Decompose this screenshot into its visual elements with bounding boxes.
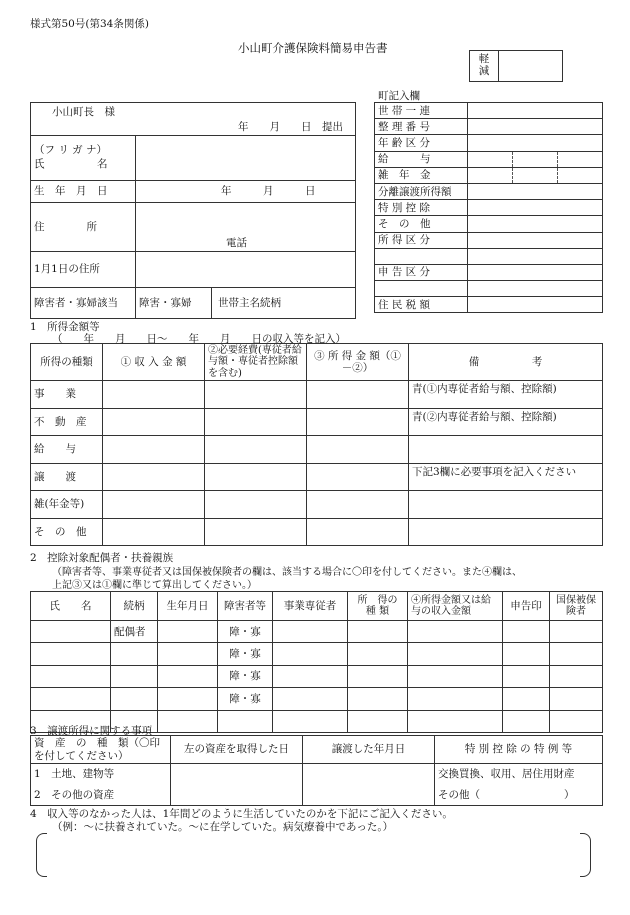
- town-row-label: 年 齢 区 分: [375, 135, 468, 151]
- town-row-field[interactable]: [513, 151, 558, 167]
- town-row-label: 整 理 番 号: [375, 119, 468, 135]
- address-field[interactable]: [136, 203, 356, 252]
- dep-income-amount-field[interactable]: [408, 688, 503, 710]
- dep-relation-field[interactable]: [111, 688, 158, 710]
- income-revenue-field[interactable]: [103, 463, 205, 491]
- town-row-field[interactable]: [468, 248, 603, 264]
- dep-seal-field[interactable]: [503, 643, 550, 665]
- section3-title: 3 譲渡所得に関する事項: [30, 725, 153, 737]
- dep-header-income-type: 所 得の 種 類: [348, 592, 408, 621]
- section4-example: （例：～に扶養されていた。～に在学していた。病気療養中であった。）: [52, 821, 394, 833]
- dep-insured-field[interactable]: [550, 688, 603, 710]
- address-label: 住 所: [31, 203, 136, 252]
- dep-insured-field[interactable]: [550, 621, 603, 643]
- dep-birth-field[interactable]: [158, 688, 218, 710]
- income-note: [409, 491, 603, 519]
- town-row-field[interactable]: [468, 135, 603, 151]
- living-situation-field[interactable]: [50, 835, 576, 873]
- income-expenses-field[interactable]: [205, 408, 307, 436]
- income-amount-field[interactable]: [307, 408, 409, 436]
- dep-relation-field[interactable]: 配偶者: [111, 621, 158, 643]
- dep-name-field[interactable]: [31, 621, 111, 643]
- town-row-field[interactable]: [468, 167, 513, 183]
- disabled-widow-label: 障害者・寡婦該当: [31, 288, 136, 319]
- town-row-field[interactable]: [468, 232, 603, 248]
- income-type-label: 雑(年金等): [31, 491, 103, 519]
- kei-gen-box: [469, 50, 563, 82]
- dep-employee-field[interactable]: [273, 665, 348, 687]
- transfer-header-transferred: 譲渡した年月日: [303, 736, 435, 764]
- section1-title: 1 所得金額等: [30, 321, 100, 333]
- dependents-table: [30, 591, 603, 733]
- section2-note2: 上記③又は①欄に準じて算出してください。）: [52, 580, 257, 591]
- income-header-expenses: ②必要経費(専従者給与額・専従者控除額を含む): [205, 344, 307, 381]
- jan1-address-label: 1月1日の住所: [31, 252, 136, 288]
- transfer-asset-2[interactable]: 2 その他の資産: [31, 785, 171, 806]
- dep-seal-field[interactable]: [503, 688, 550, 710]
- dep-disability-field[interactable]: 障・寡: [218, 688, 273, 710]
- income-header-income: ③ 所 得 金 額（①－②）: [307, 344, 409, 381]
- town-row-label: 世 帯 一 連: [375, 103, 468, 119]
- householder-label: 世帯主名続柄: [218, 297, 281, 309]
- income-revenue-field[interactable]: [103, 381, 205, 409]
- income-expenses-field[interactable]: [205, 463, 307, 491]
- phone-label: 電話: [226, 236, 247, 249]
- town-row-field[interactable]: [468, 103, 603, 119]
- town-row-field[interactable]: [468, 264, 603, 280]
- addressee-cell: [31, 103, 356, 136]
- disabled-widow-value[interactable]: 障害・寡婦: [136, 288, 212, 318]
- transfer-header-acquired: 左の資産を取得した日: [171, 736, 303, 764]
- dep-header-seal: 申告印: [503, 592, 550, 621]
- town-row-label: 申 告 区 分: [375, 264, 468, 280]
- furigana-label: （フ リ ガ ナ）: [34, 144, 108, 157]
- dep-income-amount-field[interactable]: [408, 621, 503, 643]
- dep-income-type-field[interactable]: [348, 621, 408, 643]
- dep-disability-field[interactable]: [218, 710, 273, 732]
- dep-disability-field[interactable]: 障・寡: [218, 665, 273, 687]
- income-amount-field[interactable]: [307, 491, 409, 519]
- dep-employee-field[interactable]: [273, 643, 348, 665]
- town-row-label: 分離譲渡所得額: [375, 183, 468, 199]
- income-type-label: そ の 他: [31, 518, 103, 546]
- income-note: 下記3欄に必要事項を記入ください: [409, 463, 603, 491]
- town-row-label: 所 得 区 分: [375, 232, 468, 248]
- town-row-field[interactable]: [513, 167, 558, 183]
- income-expenses-field[interactable]: [205, 381, 307, 409]
- section2-title: 2 控除対象配偶者・扶養親族: [30, 552, 174, 564]
- dep-income-type-field[interactable]: [348, 643, 408, 665]
- town-row-label: 給 与: [375, 151, 468, 167]
- dep-insured-field[interactable]: [550, 643, 603, 665]
- dep-name-field[interactable]: [31, 643, 111, 665]
- transfer-asset-1[interactable]: 1 土地、建物等: [31, 764, 171, 785]
- section2-note1: （障害者等、事業専従者又は国保被保険者の欄は、該当する場合に〇印を付してください。また④欄は、: [52, 567, 522, 578]
- dep-header-income-amount: ④所得金額又は給与の収入金額: [408, 592, 503, 621]
- section4-title: 4 収入等のなかった人は、1年間どのように生活していたのかを下記にご記入ください。: [30, 808, 453, 820]
- name-field[interactable]: [136, 136, 356, 181]
- dep-income-amount-field[interactable]: [408, 710, 503, 732]
- income-header-type: 所得の種類: [31, 344, 103, 381]
- page-title: 小山町介護保険料簡易申告書: [238, 41, 388, 55]
- dep-header-employee: 事業専従者: [273, 592, 348, 621]
- income-type-label: 譲 渡: [31, 463, 103, 491]
- income-note: [409, 436, 603, 464]
- dep-header-relation: 続柄: [111, 592, 158, 621]
- jan1-address-field[interactable]: [136, 252, 356, 288]
- transfer-table: [30, 735, 603, 806]
- dep-header-disability: 障害者等: [218, 592, 273, 621]
- dep-income-amount-field[interactable]: [408, 643, 503, 665]
- income-type-label: 不 動 産: [31, 408, 103, 436]
- kei-gen-label: 軽 減: [470, 51, 499, 82]
- income-header-notes: 備 考: [409, 344, 603, 381]
- town-row-label: そ の 他: [375, 216, 468, 232]
- applicant-table: [30, 102, 356, 319]
- income-expenses-field[interactable]: [205, 491, 307, 519]
- dep-name-field[interactable]: [31, 688, 111, 710]
- income-type-label: 事 業: [31, 381, 103, 409]
- dep-insured-field[interactable]: [550, 710, 603, 732]
- dep-employee-field[interactable]: [273, 710, 348, 732]
- dep-relation-field[interactable]: [111, 665, 158, 687]
- form-number: 様式第50号(第34条関係): [30, 18, 149, 30]
- town-row-field[interactable]: [468, 151, 513, 167]
- income-note: 青(①内専従者給与額、控除額): [409, 381, 603, 409]
- town-row-label: [375, 281, 468, 297]
- bracket-right: [580, 833, 591, 877]
- birth-label: 生 年 月 日: [31, 181, 136, 203]
- dep-employee-field[interactable]: [273, 688, 348, 710]
- income-note: [409, 518, 603, 546]
- transfer-special-1[interactable]: 交換買換、収用、居住用財産: [435, 764, 603, 785]
- dep-insured-field[interactable]: [550, 665, 603, 687]
- income-note: 青(②内専従者給与額、控除額): [409, 408, 603, 436]
- dep-seal-field[interactable]: [503, 710, 550, 732]
- transfer-acquired-field[interactable]: [171, 764, 303, 806]
- town-row-label: 雑 年 金: [375, 167, 468, 183]
- bracket-left: [36, 833, 47, 877]
- income-revenue-field[interactable]: [103, 408, 205, 436]
- income-type-label: 給 与: [31, 436, 103, 464]
- income-revenue-field[interactable]: [103, 436, 205, 464]
- dep-header-name: 氏 名: [31, 592, 111, 621]
- town-row-field[interactable]: [468, 183, 603, 199]
- town-row-field[interactable]: [468, 281, 603, 297]
- town-row-label: [375, 248, 468, 264]
- income-table: [30, 343, 603, 546]
- income-amount-field[interactable]: [307, 518, 409, 546]
- name-label-cell: [31, 136, 136, 181]
- kei-gen-field[interactable]: [499, 51, 563, 82]
- dep-disability-field[interactable]: 障・寡: [218, 621, 273, 643]
- town-row-field[interactable]: [468, 119, 603, 135]
- income-expenses-field[interactable]: [205, 436, 307, 464]
- income-revenue-field[interactable]: [103, 518, 205, 546]
- transfer-special-2[interactable]: その他（ ）: [435, 785, 603, 806]
- dep-birth-field[interactable]: [158, 643, 218, 665]
- town-entry-table: [374, 102, 603, 313]
- disabled-widow-cell: [136, 288, 356, 319]
- dep-header-birth: 生年月日: [158, 592, 218, 621]
- income-expenses-field[interactable]: [205, 518, 307, 546]
- dep-income-type-field[interactable]: [348, 665, 408, 687]
- town-row-label: 住 民 税 額: [375, 297, 468, 313]
- dep-header-insured: 国保被保険者: [550, 592, 603, 621]
- dep-seal-field[interactable]: [503, 665, 550, 687]
- birth-field[interactable]: 年 月 日: [136, 181, 356, 203]
- income-amount-field[interactable]: [307, 463, 409, 491]
- dep-birth-field[interactable]: [158, 665, 218, 687]
- town-row-field[interactable]: [468, 216, 603, 232]
- dep-relation-field[interactable]: [111, 643, 158, 665]
- income-amount-field[interactable]: [307, 381, 409, 409]
- dep-income-amount-field[interactable]: [408, 665, 503, 687]
- town-row-field[interactable]: [468, 297, 603, 313]
- dep-income-type-field[interactable]: [348, 688, 408, 710]
- town-row-field[interactable]: [558, 167, 603, 183]
- town-row-label: 特 別 控 除: [375, 200, 468, 216]
- transfer-date-field[interactable]: [303, 764, 435, 806]
- dep-disability-field[interactable]: 障・寡: [218, 643, 273, 665]
- dep-income-type-field[interactable]: [348, 710, 408, 732]
- addressee: 小山町長 様: [52, 106, 115, 118]
- town-row-field[interactable]: [558, 151, 603, 167]
- section1-period: （ 年 月 日～ 年 月 日の収入等を記入）: [52, 333, 346, 345]
- income-header-revenue: ① 収 入 金 額: [103, 344, 205, 381]
- dep-name-field[interactable]: [31, 665, 111, 687]
- dep-seal-field[interactable]: [503, 621, 550, 643]
- transfer-header-special: 特 別 控 除 の 特 例 等: [435, 736, 603, 764]
- dep-birth-field[interactable]: [158, 710, 218, 732]
- town-entry-label: 町記入欄: [378, 90, 420, 102]
- income-revenue-field[interactable]: [103, 491, 205, 519]
- dep-birth-field[interactable]: [158, 621, 218, 643]
- town-row-field[interactable]: [468, 200, 603, 216]
- transfer-header-asset: 資 産 の 種 類（〇印を付してください）: [31, 736, 171, 764]
- dep-employee-field[interactable]: [273, 621, 348, 643]
- submit-date[interactable]: 年 月 日 提出: [238, 121, 343, 133]
- income-amount-field[interactable]: [307, 436, 409, 464]
- name-label: 氏 名: [34, 158, 108, 170]
